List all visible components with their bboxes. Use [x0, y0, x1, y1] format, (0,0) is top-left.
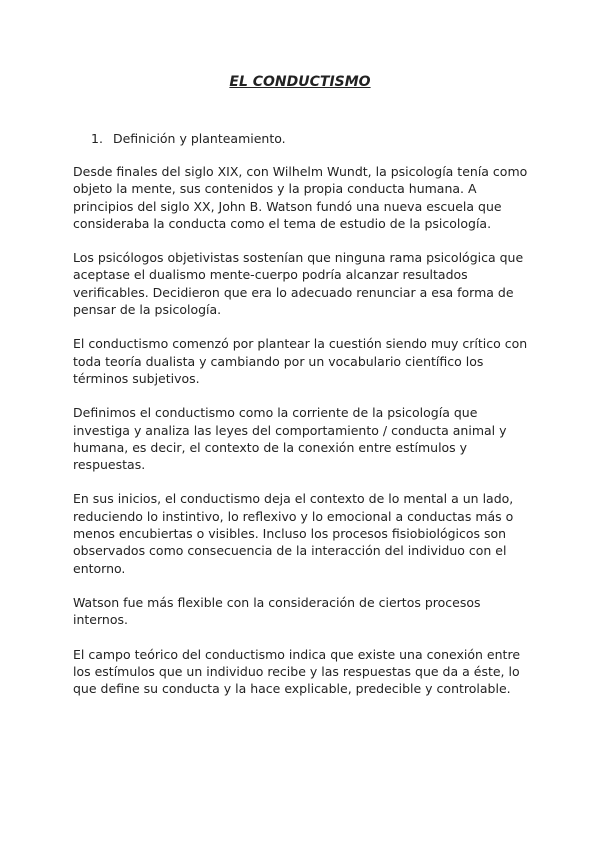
paragraph: En sus inicios, el conductismo deja el contexto de lo mental a un lado, reduciendo lo instintivo, lo reflexivo y lo emocional a conductas más o menos encubiertas o visibles. Incluso los procesos fisiobiológicos son observados como consecuencia de la interacción del individuo con el entorno. [73, 491, 514, 576]
document-title: EL CONDUCTISMO [229, 74, 371, 90]
paragraph: El campo teórico del conductismo indica que existe una conexión entre los estímulos que un individuo recibe y las respuestas que da a éste, lo que define su conducta y la hace explicable, predecible y controlable. [73, 646, 521, 697]
paragraph: Watson fue más flexible con la consideración de ciertos procesos internos. [73, 594, 481, 628]
document-body [73, 163, 535, 714]
section-label: Definición y planteamiento. [112, 131, 286, 146]
section-number: 1. [91, 131, 103, 146]
paragraph: El conductismo comenzó por plantear la cuestión siendo muy crítico con toda teoría dualista y cambiando por un vocabulario científico los términos subjetivos. [73, 336, 528, 386]
paragraph: Desde finales del siglo XIX, con Wilhelm Wundt, la psicología tenía como objeto la mente, sus contenidos y la propia conducta humana. A principios del siglo XX, John B. Watson fundó una nueva escuela que consideraba la conducta como el tema de estudio de la psicología. [73, 164, 528, 231]
paragraph: Definimos el conductismo como la corriente de la psicología que investiga y analiza las leyes del comportamiento / conducta animal y humana, es decir, el contexto de la conexión entre estímulos y respuestas. [73, 405, 507, 473]
section-heading [91, 131, 286, 146]
paragraph: Los psicólogos objetivistas sostenían que ninguna rama psicológica que aceptase el dualismo mente-cuerpo podría alcanzar resultados verificables. Decidieron que era lo adecuado renunciar a esa forma de pensar de la psicología. [73, 250, 524, 318]
